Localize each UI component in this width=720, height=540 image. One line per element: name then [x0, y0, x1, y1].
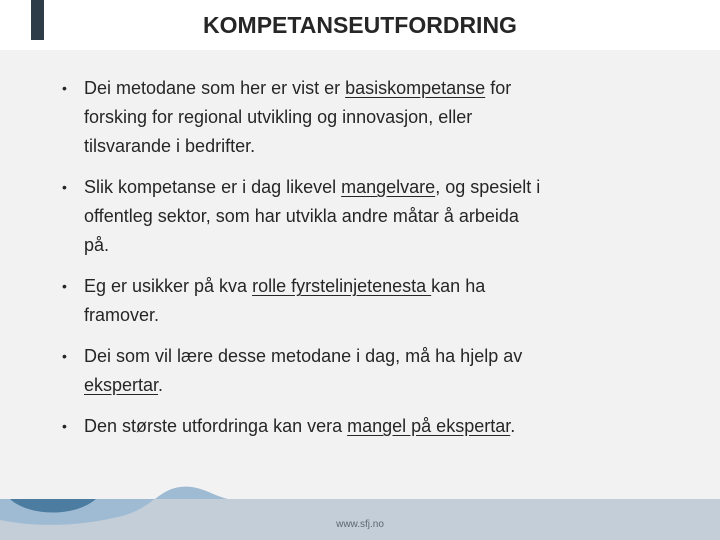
text-segment: Den største utfordringa kan vera — [84, 416, 348, 436]
bullet-item — [60, 412, 680, 441]
text-segment: . — [158, 375, 164, 395]
text-segment: forsking for regional utvikling og innovasjon, eller — [84, 107, 473, 127]
bullet-text — [84, 74, 511, 161]
bullet-list — [60, 74, 680, 453]
bullet-item — [60, 272, 680, 330]
bullet-text — [84, 272, 485, 330]
accent-bar — [31, 0, 44, 40]
bullet-marker: • — [62, 278, 67, 294]
bullet-text — [84, 342, 522, 400]
bullet-item — [60, 74, 680, 161]
text-segment: for — [485, 78, 512, 98]
text-segment: tilsvarande i bedrifter. — [84, 136, 256, 156]
underlined-phrase: rolle fyrstelinjetenesta — [252, 276, 432, 296]
bullet-text — [84, 412, 515, 441]
text-segment: Slik kompetanse er i dag likevel — [84, 177, 342, 197]
bullet-marker: • — [62, 348, 67, 364]
footer-url: www.sfj.no — [336, 519, 384, 530]
page-title: KOMPETANSEUTFORDRING — [203, 11, 517, 38]
text-segment: kan ha — [431, 276, 486, 296]
title-band — [0, 0, 720, 50]
text-segment: på. — [84, 235, 110, 255]
text-segment: Dei som vil lære desse metodane i dag, må ha hjelp av — [84, 346, 523, 366]
underlined-phrase: mangelvare — [341, 177, 436, 197]
underlined-phrase: ekspertar — [84, 375, 159, 395]
underlined-phrase: basiskompetanse — [345, 78, 486, 98]
bullet-marker: • — [62, 80, 67, 96]
text-segment: Dei metodane som her er vist er — [84, 78, 346, 98]
text-segment: . — [510, 416, 516, 436]
bullet-item — [60, 173, 680, 260]
bullet-marker: • — [62, 418, 67, 434]
bullet-text — [84, 173, 540, 260]
text-segment: Eg er usikker på kva — [84, 276, 253, 296]
underlined-phrase: mangel på ekspertar — [347, 416, 511, 436]
bullet-marker: • — [62, 179, 67, 195]
text-segment: offentleg sektor, som har utvikla andre måtar å arbeida — [84, 206, 519, 226]
bullet-item — [60, 342, 680, 400]
text-segment: , og spesielt i — [435, 177, 541, 197]
text-segment: framover. — [84, 305, 160, 325]
